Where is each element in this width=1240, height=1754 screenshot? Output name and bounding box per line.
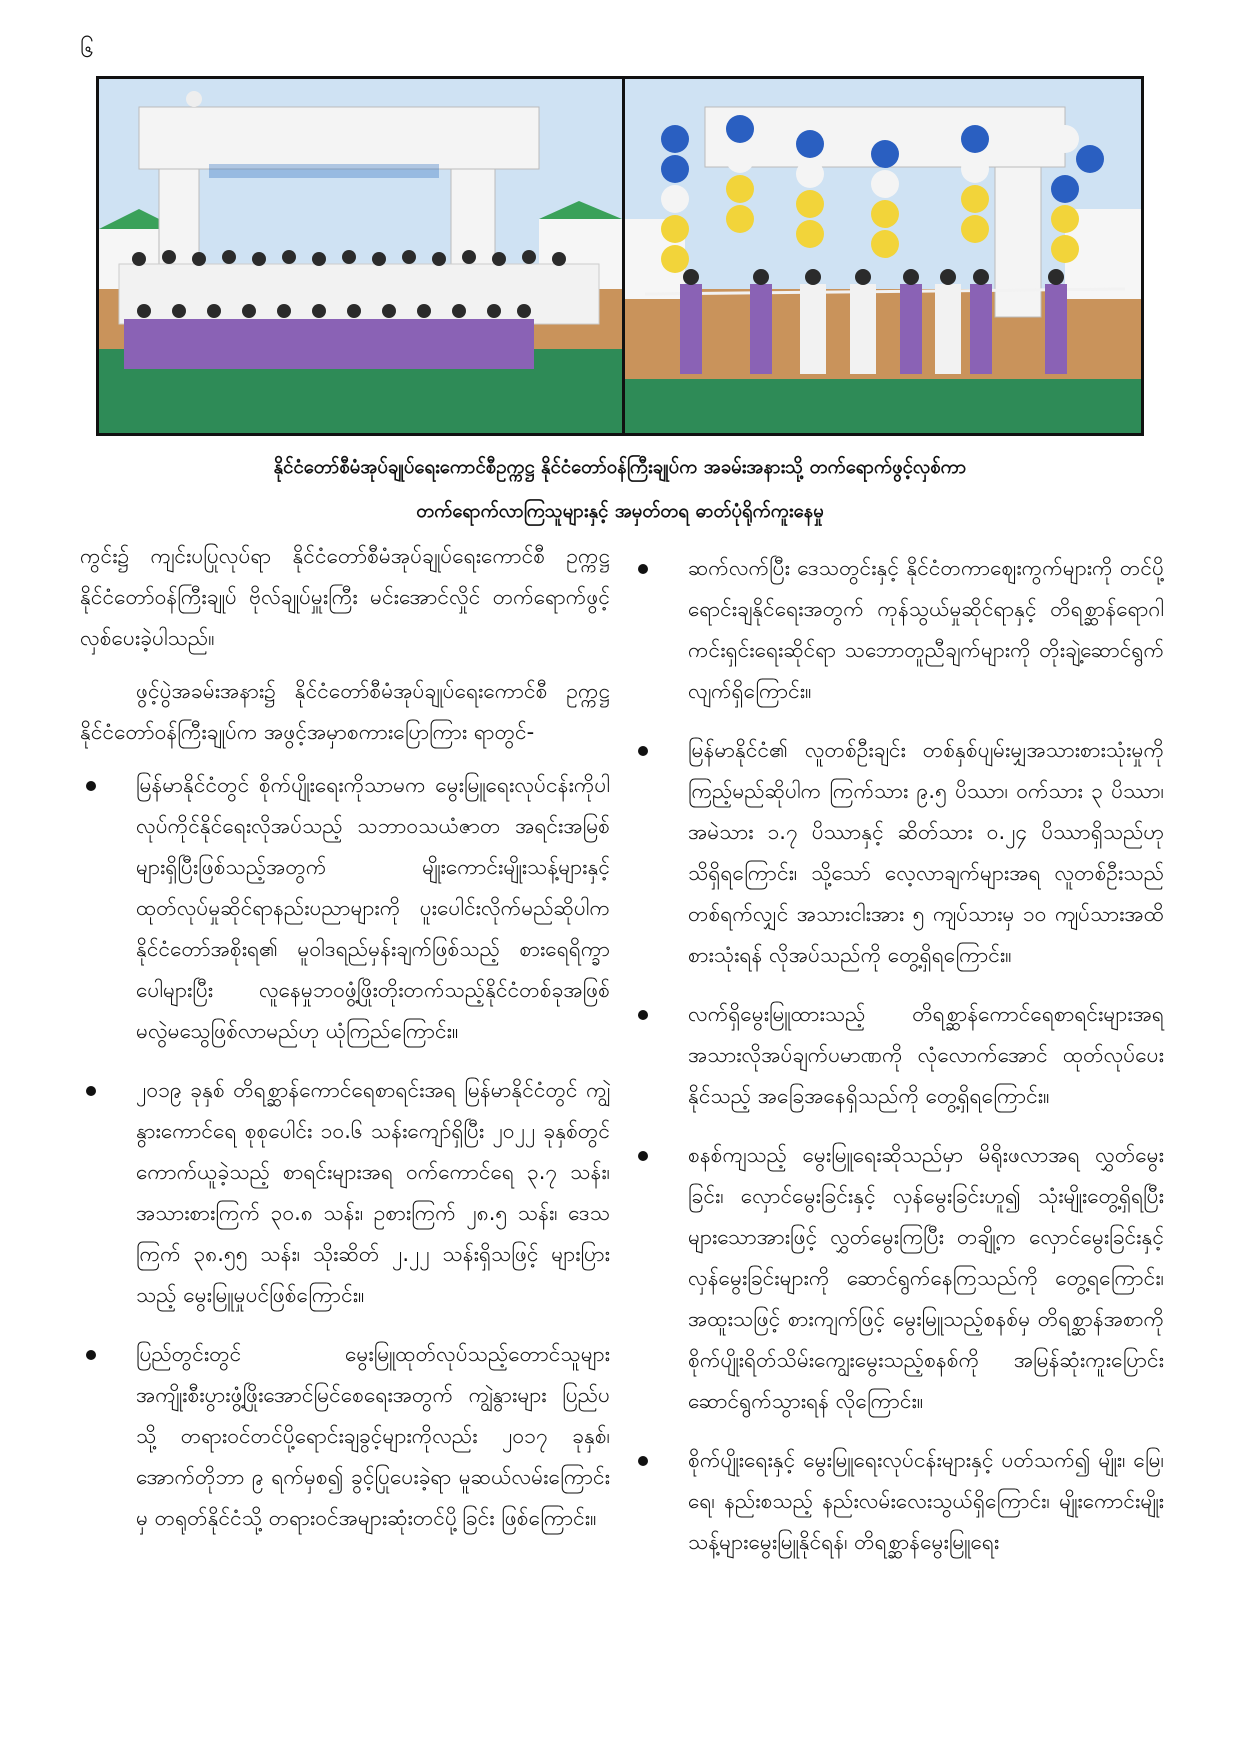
ribbon-cutting-image xyxy=(625,79,1141,433)
caption-line-1: နိုင်ငံတော်စီမံအုပ်ချုပ်ရေးကောင်စီဥက္ကဋ္ဌ နိုင်ငံတော်ဝန်ကြီးချုပ်က အခမ်းအနားသို့ တက်ရောက်ဖွင့်လှစ်ကာ xyxy=(273,457,967,478)
caption-line-2: တက်ရောက်လာကြသူများနှင့် အမှတ်တရ ဓာတ်ပုံရိုက်ကူးနေမှု xyxy=(416,501,824,522)
bullet-item: လက်ရှိမွေးမြူထားသည့် တိရစ္ဆာန်ကောင်ရေစာရင်းများအရ အသားလိုအပ်ချက်ပမာဏကို လုံလောက်အောင် ထုတ်လုပ်ပေးနိုင်သည့် အခြေအနေရှိသည်ကို တွေ့ရှိရကြောင်း။ xyxy=(632,994,1164,1117)
right-column xyxy=(632,548,1164,1581)
bullet-item: မြန်မာနိုင်ငံ၏ လူတစ်ဦးချင်း တစ်နှစ်ပျမ်းမျှအသားစားသုံးမှုကို ကြည့်မည်ဆိုပါက ကြက်သား ၉.၅ ပိဿာ၊ ဝက်သား ၃ ပိဿာ၊ အမဲသား ၁.၇ ပိဿာနှင့် ဆိတ်သား ၀.၂၄ ပိဿာရှိသည်ဟု သိရှိရကြောင်း၊ သို့သော် လေ့လာချက်များအရ လူတစ်ဦးသည် တစ်ရက်လျှင် အသားငါးအား ၅ ကျပ်သားမှ ၁၀ ကျပ်သားအထိ စားသုံးရန် လိုအပ်သည်ကို တွေ့ရှိရကြောင်း။ xyxy=(632,730,1164,976)
intro-paragraph: ကွင်း၌ ကျင်းပပြုလုပ်ရာ နိုင်ငံတော်စီမံအုပ်ချုပ်ရေးကောင်စီ ဥက္ကဋ္ဌ နိုင်ငံတော်ဝန်ကြီးချုပ် ဗိုလ်ချုပ်မှူးကြီး မင်းအောင်လှိုင် တက်ရောက်ဖွင့်လှစ်ပေးခဲ့ပါသည်။ xyxy=(80,544,610,650)
bullet-item: မြန်မာနိုင်ငံတွင် စိုက်ပျိုးရေးကိုသာမက မွေးမြူရေးလုပ်ငန်းကိုပါ လုပ်ကိုင်နိုင်ရေးလိုအပ်သည့် သဘာဝသယံဇာတ အရင်းအမြစ်များရှိပြီးဖြစ်သည့်အတွက် မျိုးကောင်းမျိုးသန့်များနှင့် ထုတ်လုပ်မှုဆိုင်ရာနည်းပညာများကို ပူးပေါင်းလိုက်မည်ဆိုပါက နိုင်ငံတော်အစိုးရ၏ မူဝါဒရည်မှန်းချက်ဖြစ်သည့် စားရေရိက္ခာပေါများပြီး လူနေမှုဘဝဖွံ့ဖြိုးတိုးတက်သည့်နိုင်ငံတစ်ခုအဖြစ် မလွဲမသွေဖြစ်လာမည်ဟု ယုံကြည်ကြောင်း။ xyxy=(80,765,610,1052)
bullet-item: ပြည်တွင်းတွင် မွေးမြူထုတ်လုပ်သည့်တောင်သူများ အကျိုးစီးပွားဖွံ့ဖြိုးအောင်မြင်စေရေးအတွက် ကျွဲနွားများ ပြည်ပသို့ တရားဝင်တင်ပို့ရောင်းချခွင့်များကိုလည်း ၂၀၁၇ ခုနှစ်၊ အောက်တိုဘာ ၉ ရက်မှစ၍ ခွင့်ပြုပေးခဲ့ရာ မူဆယ်လမ်းကြောင်းမှ တရုတ်နိုင်ငံသို့ တရားဝင်အများဆုံးတင်ပို့ခြင်း ဖြစ်ကြောင်း။ xyxy=(80,1334,610,1539)
ribbon-cutting-photo xyxy=(625,79,1141,433)
bullet-item: စနစ်ကျသည့် မွေးမြူရေးဆိုသည်မှာ မိရိုးဖလာအရ လွှတ်မွေးခြင်း၊ လှောင်မွေးခြင်းနှင့် လှန်မွေးခြင်းဟူ၍ သုံးမျိုးတွေ့ရှိရပြီး များသောအားဖြင့် လွှတ်မွေးကြပြီး တချို့က လှောင်မွေးခြင်းနှင့် လှန်မွေးခြင်းများကို ဆောင်ရွက်နေကြသည်ကို တွေ့ရကြောင်း၊ အထူးသဖြင့် စားကျက်ဖြင့် မွေးမြူသည့်စနစ်မှ တိရစ္ဆာန်အစာကို စိုက်ပျိုးရိတ်သိမ်းကျွေးမွေးသည့်စနစ်ကို အမြန်ဆုံးကူးပြောင်းဆောင်ရွက်သွားရန် လိုကြောင်း။ xyxy=(632,1135,1164,1422)
left-bullet-list xyxy=(80,765,610,1539)
page-number: ၆ xyxy=(80,35,94,63)
left-column xyxy=(80,536,610,1557)
bullet-item: စိုက်ပျိုးရေးနှင့် မွေးမြူရေးလုပ်ငန်းများနှင့် ပတ်သက်၍ မျိုး၊ မြေ၊ ရေ၊ နည်းစသည့် နည်းလမ်းလေးသွယ်ရှိကြောင်း၊ မျိုးကောင်းမျိုးသန့်များမွေးမြူနိုင်ရန်၊ တိရစ္ဆာန်မွေးမြူရေး xyxy=(632,1440,1164,1563)
bullet-item: ၂၀၁၉ ခုနှစ် တိရစ္ဆာန်ကောင်ရေစာရင်းအရ မြန်မာနိုင်ငံတွင် ကျွဲနွားကောင်ရေ စုစုပေါင်း ၁၀.၆ သန်းကျော်ရှိပြီး ၂၀၂၂ ခုနှစ်တွင် ကောက်ယူခဲ့သည့် စာရင်းများအရ ဝက်ကောင်ရေ ၃.၇ သန်း၊ အသားစားကြက် ၃၀.၈ သန်း၊ ဥစားကြက် ၂၈.၅ သန်း၊ ဒေသကြက် ၃၈.၅၅ သန်း၊ သိုးဆိတ် ၂.၂၂ သန်းရှိသဖြင့် များပြားသည့် မွေးမြူမှုပင်ဖြစ်ကြောင်း။ xyxy=(80,1070,610,1316)
group-photo xyxy=(99,79,625,433)
bullet-item: ဆက်လက်ပြီး ဒေသတွင်းနှင့် နိုင်ငံတကာဈေးကွက်များကို တင်ပို့ရောင်းချနိုင်ရေးအတွက် ကုန်သွယ်မှုဆိုင်ရာနှင့် တိရစ္ဆာန်ရောဂါကင်းရှင်းရေးဆိုင်ရာ သဘောတူညီချက်များကို တိုးချဲ့ဆောင်ရွက်လျက်ရှိကြောင်း။ xyxy=(632,548,1164,712)
photo-caption xyxy=(150,446,1090,534)
group-photo-image xyxy=(99,79,622,433)
photo-pair xyxy=(96,76,1144,436)
lead-paragraph: ဖွင့်ပွဲအခမ်းအနား၌ နိုင်ငံတော်စီမံအုပ်ချုပ်ရေးကောင်စီ ဥက္ကဋ္ဌ နိုင်ငံတော်ဝန်ကြီးချုပ်က အဖွင့်အမှာစကားပြောကြား ရာတွင်- xyxy=(80,679,610,744)
right-bullet-list xyxy=(632,548,1164,1563)
